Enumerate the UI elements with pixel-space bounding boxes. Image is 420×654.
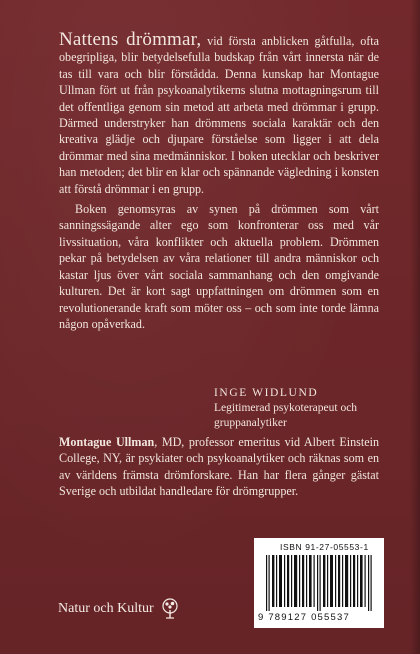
author-bio xyxy=(59,434,379,500)
reviewer-signature xyxy=(214,386,420,431)
barcode-bars xyxy=(264,555,374,611)
reviewer-title: Legitimerad psykoterapeut och gruppanalytiker xyxy=(214,402,358,429)
barcode xyxy=(254,538,384,628)
ean-number: 9 789127 055537 xyxy=(258,612,350,623)
publisher-name: Natur och Kultur xyxy=(58,601,154,616)
spine-shadow xyxy=(410,0,420,654)
author-bio-text: , MD, professor emeritus vid Albert Einstein College, NY, är psykiater och psykoanalytiker och räknas som en av världens främsta drömforskare. Han har flera gånger gästat Sverige och utbildat handledare för drömgrupper. xyxy=(59,435,379,499)
reviewer-name: INGE WIDLUND xyxy=(214,387,319,399)
blurb xyxy=(59,29,379,332)
tree-icon xyxy=(160,598,180,620)
isbn-number: ISBN 91-27-05553-1 xyxy=(280,542,369,552)
blurb-lead: Nattens drömmar, xyxy=(59,29,202,50)
blurb-paragraph-2: Boken genomsyras av synen på drömmen som vårt sanningssägande alter ego som konfronterar oss med vår livssituation, våra konflikter och aktuella problem. Drömmen pekar på betydelsen av våra relationer till andra människor och kastar ljus över vårt sociala sammanhang och den omgivande kulturen. Det är kort sagt uppfattningen om drömmen som en revolutionerande kraft som möter oss – och som inte torde lämna någon opåverkad. xyxy=(59,202,379,331)
publisher-logo xyxy=(58,598,180,620)
author-name: Montague Ullman xyxy=(59,435,155,449)
blurb-paragraph-1 xyxy=(59,29,379,197)
blurb-paragraph-1-text: vid första anblicken gåtfulla, ofta obegripliga, blir betydelsefulla budskap från vårt innersta när de tas till vara och blir förstådda. Denna kunskap har Montague Ullman fört ut från psykoanalytikerns slutna mottagningsrum till det offentliga genom sin metod att arbeta med drömmar i grupp. Därmed understryker han drömmens sociala karaktär och den kreativa glädje och djupare förståelse som ligger i att dela drömmar med sina medmänniskor. I boken utecklar och beskriver han metoden; det blir en klar och spännande vägledning i konsten att förstå drömmar i en grupp. xyxy=(59,34,379,196)
